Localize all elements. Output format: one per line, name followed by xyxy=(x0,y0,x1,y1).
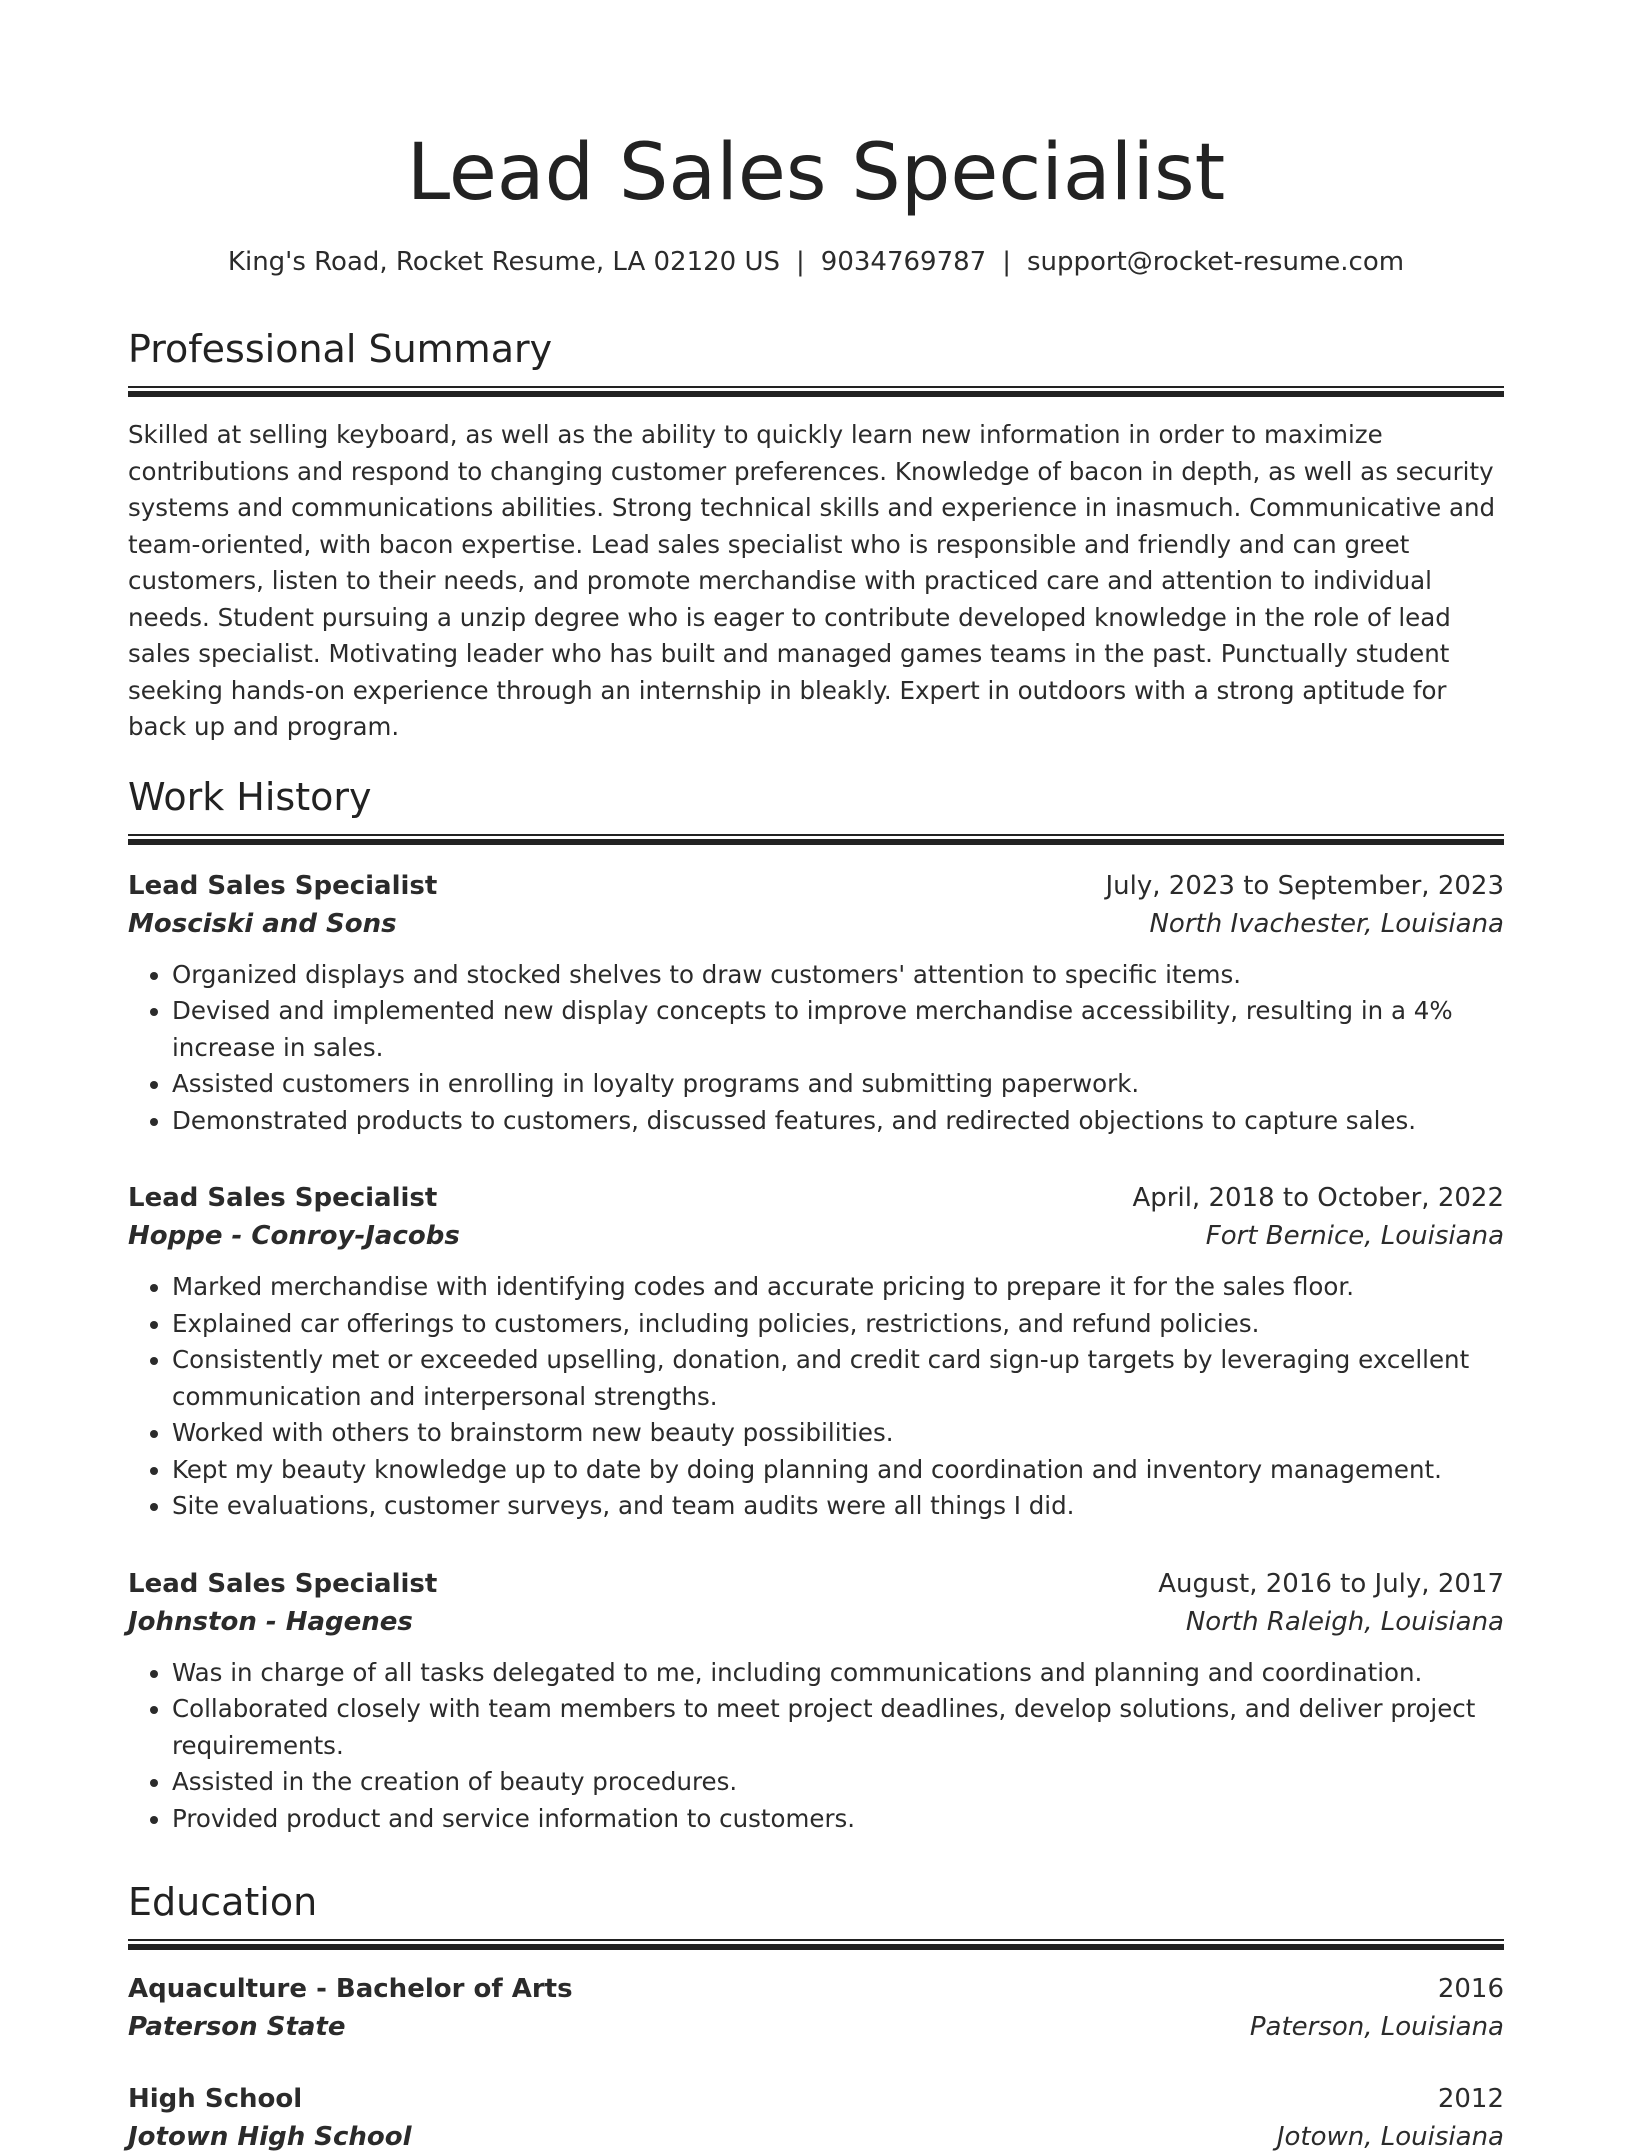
job-company: Johnston - Hagenes xyxy=(128,1606,413,1637)
job-bullet: • Consistently met or exceeded upselling, donation, and credit card sign-up targets by leveraging excellent communication and interpersonal strengths. xyxy=(172,1342,1504,1415)
job-bullet: • Organized displays and stocked shelves to draw customers' attention to specific items. xyxy=(172,957,1504,994)
job-company: Mosciski and Sons xyxy=(128,908,397,939)
section-divider xyxy=(128,834,1504,845)
education-location: Paterson, Louisiana xyxy=(1249,2012,1504,2042)
job-bullets xyxy=(128,957,1504,1140)
job-entry xyxy=(128,1565,1504,1838)
job-bullet: • Site evaluations, customer surveys, and team audits were all things I did. xyxy=(172,1488,1504,1525)
summary-title: Professional Summary xyxy=(128,327,553,371)
job-location: North Raleigh, Louisiana xyxy=(1185,1606,1504,1637)
job-dates: July, 2023 to September, 2023 xyxy=(1105,870,1504,901)
job-title: Lead Sales Specialist xyxy=(128,1183,438,1213)
job-entry xyxy=(128,1179,1504,1525)
job-company: Hoppe - Conroy-Jacobs xyxy=(128,1221,460,1251)
job-dates: August, 2016 to July, 2017 xyxy=(1158,1568,1504,1599)
section-divider xyxy=(128,386,1504,397)
job-location: Fort Bernice, Louisiana xyxy=(1205,1221,1504,1251)
job-title: Lead Sales Specialist xyxy=(128,1568,438,1599)
job-bullet: • Collaborated closely with team members to meet project deadlines, develop solutions, and deliver project requirements. xyxy=(172,1691,1504,1764)
contact-address: King's Road, Rocket Resume, LA 02120 US xyxy=(227,247,781,277)
contact-email: support@rocket-resume.com xyxy=(1026,247,1405,277)
job-location: North Ivachester, Louisiana xyxy=(1149,908,1504,939)
job-bullet: • Worked with others to brainstorm new beauty possibilities. xyxy=(172,1415,1504,1452)
education-entry xyxy=(128,1970,1504,2046)
job-bullet: • Assisted customers in enrolling in loyalty programs and submitting paperwork. xyxy=(172,1066,1504,1103)
education-school: Jotown High School xyxy=(128,2122,412,2152)
job-bullet: • Assisted in the creation of beauty procedures. xyxy=(172,1764,1504,1801)
job-bullet: • Kept my beauty knowledge up to date by doing planning and coordination and inventory management. xyxy=(172,1452,1504,1489)
job-bullet: • Explained car offerings to customers, including policies, restrictions, and refund policies. xyxy=(172,1306,1504,1343)
work-history-title: Work History xyxy=(128,774,372,819)
education-entry xyxy=(128,2080,1504,2156)
education-year: 2016 xyxy=(1437,1974,1504,2004)
education-section xyxy=(128,1877,1504,2156)
education-title: Education xyxy=(128,1880,318,1924)
education-location: Jotown, Louisiana xyxy=(1276,2122,1504,2152)
job-bullet: • Demonstrated products to customers, discussed features, and redirected objections to capture sales. xyxy=(172,1103,1504,1140)
job-bullets xyxy=(128,1269,1504,1525)
contact-phone: 9034769787 xyxy=(820,247,987,277)
job-title: Lead Sales Specialist xyxy=(128,870,438,901)
job-bullet: • Was in charge of all tasks delegated to me, including communications and planning and coordination. xyxy=(172,1655,1504,1692)
contact-separator: | xyxy=(1002,247,1011,277)
education-degree: Aquaculture - Bachelor of Arts xyxy=(128,1974,573,2004)
job-bullet: • Devised and implemented new display concepts to improve merchandise accessibility, resulting in a 4% increase in sales. xyxy=(172,993,1504,1066)
section-divider xyxy=(128,1939,1504,1950)
job-bullet: • Provided product and service information to customers. xyxy=(172,1801,1504,1838)
education-school: Paterson State xyxy=(128,2012,346,2042)
education-year: 2012 xyxy=(1437,2084,1504,2114)
contact-line xyxy=(128,244,1504,280)
job-dates: April, 2018 to October, 2022 xyxy=(1132,1183,1504,1213)
summary-text: Skilled at selling keyboard, as well as the ability to quickly learn new information in order to maximize contributions and respond to changing customer preferences. Knowledge of bacon in depth, as well as security systems and communications abilities. Strong technical skills and experience in inasmuch. Communicative and team-oriented, with bacon expertise. Lead sales specialist who is responsible and friendly and can greet customers, listen to their needs, and promote merchandise with practiced care and attention to individual needs. Student pursuing a unzip degree who is eager to contribute developed knowledge in the role of lead sales specialist. Motivating leader who has built and managed games teams in the past. Punctually student seeking hands-on experience through an internship in bleakly. Expert in outdoors with a strong aptitude for back up and program. xyxy=(128,420,1496,741)
summary-section xyxy=(128,324,1504,746)
resume-name: Lead Sales Specialist xyxy=(406,128,1226,218)
job-entry xyxy=(128,867,1504,1140)
contact-separator: | xyxy=(796,247,805,277)
education-degree: High School xyxy=(128,2084,303,2114)
work-history-section xyxy=(128,772,1504,1838)
job-bullet: • Marked merchandise with identifying codes and accurate pricing to prepare it for the sales floor. xyxy=(172,1269,1504,1306)
job-bullets xyxy=(128,1655,1504,1838)
